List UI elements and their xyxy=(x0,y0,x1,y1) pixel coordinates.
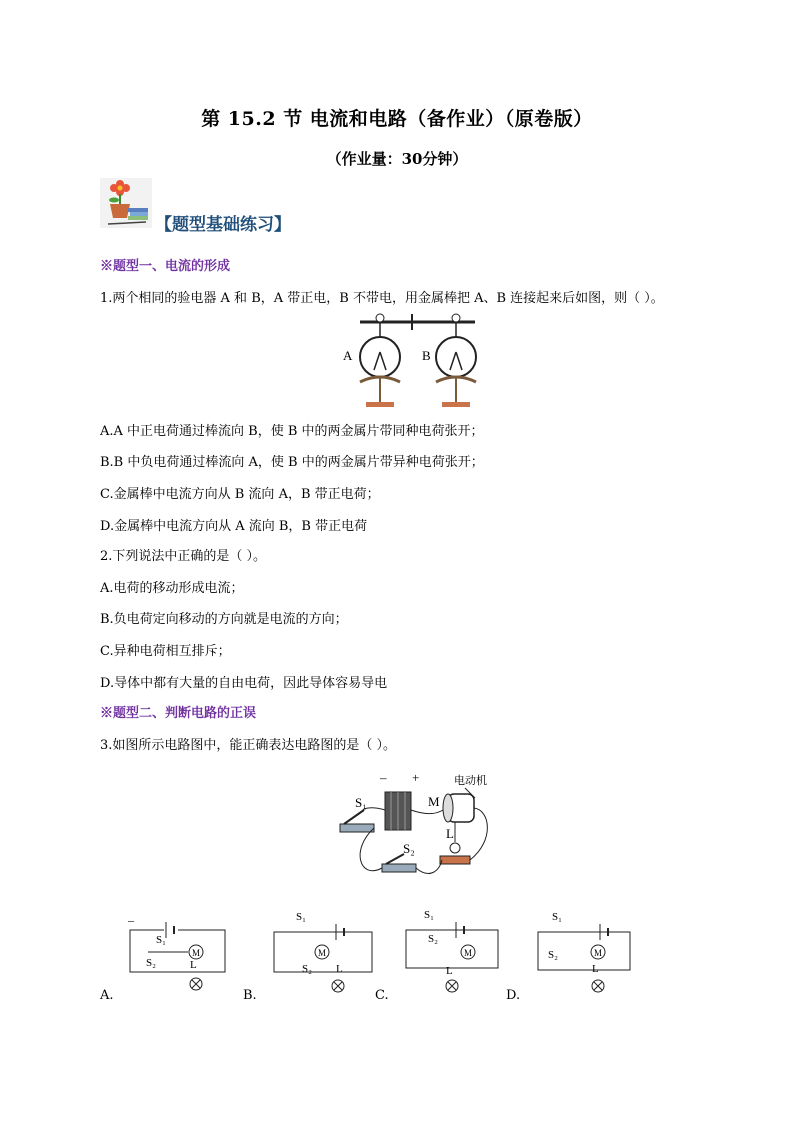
svg-text:M: M xyxy=(594,948,603,958)
q3-physical-circuit-figure xyxy=(330,770,495,890)
q3-option-c-label: C. xyxy=(375,988,389,1003)
page-subtitle: （作业量：30分钟） xyxy=(326,150,468,168)
svg-text:–: – xyxy=(128,913,134,927)
svg-text:S₁: S₁ xyxy=(424,909,434,921)
q2-stem: 2.下列说法中正确的是（ ）。 xyxy=(100,549,267,564)
q1-option-d: D.金属棒中电流方向从 A 流向 B，B 带正电荷 xyxy=(100,519,368,534)
q3-option-c-diagram xyxy=(396,904,506,996)
q1-option-b: B.B 中负电荷通过棒流向 A，使 B 中的两金属片带异种电荷张开； xyxy=(100,455,484,470)
q3-l-label: L xyxy=(446,826,454,841)
q3-option-d-label: D. xyxy=(506,988,521,1003)
svg-text:S₂: S₂ xyxy=(302,963,312,975)
svg-text:S₂: S₂ xyxy=(146,957,156,969)
svg-text:S₁: S₁ xyxy=(156,934,166,946)
svg-text:S₁: S₁ xyxy=(552,911,562,923)
q2-option-d: D.导体中都有大量的自由电荷，因此导体容易导电 xyxy=(100,676,388,691)
q1-option-c: C.金属棒中电流方向从 B 流向 A，B 带正电荷； xyxy=(100,487,380,502)
svg-text:M: M xyxy=(318,948,327,958)
q3-battery-plus: + xyxy=(412,770,420,785)
q1-electroscope-figure xyxy=(340,312,480,412)
svg-text:L: L xyxy=(446,965,453,977)
q3-motor-label: 电动机 xyxy=(454,775,487,787)
q3-option-b-label: B. xyxy=(243,988,257,1003)
flowerpot-icon xyxy=(100,178,152,228)
q1-label-b: B xyxy=(422,348,431,363)
svg-text:L: L xyxy=(592,963,599,975)
q3-battery-minus: – xyxy=(380,770,387,785)
q1-stem: 1.两个相同的验电器 A 和 B，A 带正电，B 不带电，用金属棒把 A、B 连接起来后如图，则（ ）。 xyxy=(100,291,664,306)
svg-text:L: L xyxy=(190,959,197,971)
q3-m-label: M xyxy=(428,794,440,809)
svg-text:M: M xyxy=(192,948,201,958)
q2-option-b: B.负电荷定向移动的方向就是电流的方向； xyxy=(100,612,348,627)
q2-option-c: C.异种电荷相互排斥； xyxy=(100,644,231,659)
type2-heading: ※题型二、判断电路的正误 xyxy=(100,706,257,721)
page-title: 第 15.2 节 电流和电路（备作业）（原卷版） xyxy=(201,108,593,130)
q3-option-a-diagram xyxy=(120,912,230,992)
q3-option-a-label: A. xyxy=(100,988,114,1003)
q3-option-b-diagram xyxy=(266,906,376,996)
svg-text:S₂: S₂ xyxy=(428,933,438,945)
q3-s1-label: S₁ xyxy=(355,795,367,810)
svg-text:M: M xyxy=(464,948,473,958)
q1-option-a: A.A 中正电荷通过棒流向 B，使 B 中的两金属片带同种电荷张开； xyxy=(100,424,484,439)
q3-stem: 3.如图所示电路图中，能正确表达电路图的是（ ）。 xyxy=(100,738,397,753)
svg-text:L: L xyxy=(336,963,343,975)
q2-option-a: A.电荷的移动形成电流； xyxy=(100,581,244,596)
q3-option-d-diagram xyxy=(530,906,640,996)
q1-label-a: A xyxy=(343,348,353,363)
svg-text:S₁: S₁ xyxy=(296,911,306,923)
section-banner: 【题型基础练习】 xyxy=(155,215,291,235)
type1-heading: ※题型一、电流的形成 xyxy=(100,259,231,274)
svg-text:S₂: S₂ xyxy=(548,949,558,961)
q3-s2-label: S₂ xyxy=(403,841,415,856)
